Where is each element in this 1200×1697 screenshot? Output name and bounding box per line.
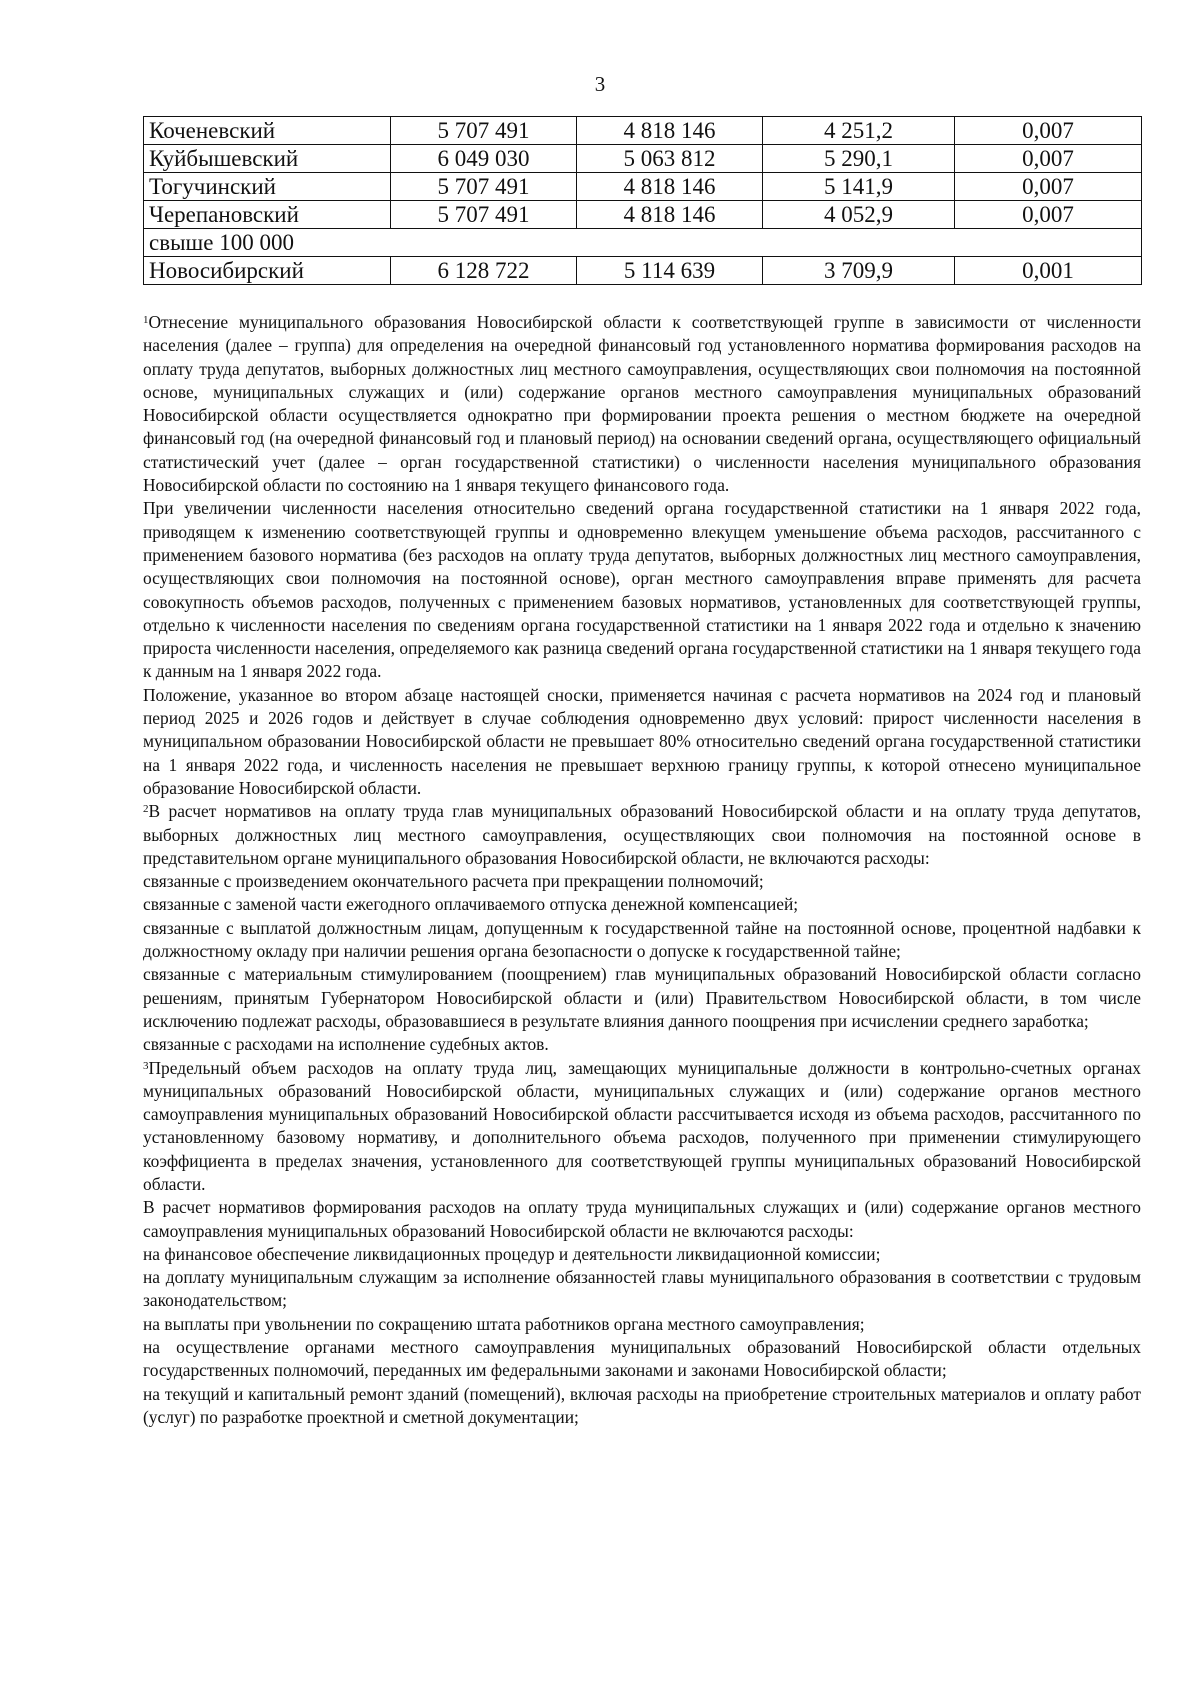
footnote-paragraph xyxy=(143,1313,1141,1336)
footnote-paragraph xyxy=(143,1243,1141,1266)
value-cell: 0,001 xyxy=(955,257,1142,285)
footnote-paragraph xyxy=(143,1196,1141,1243)
footnote-paragraph xyxy=(143,800,1141,870)
value-cell: 3 709,9 xyxy=(763,257,955,285)
footnote-text: В расчет нормативов на оплату труда глав муниципальных образований Новосибирской области и на оплату труда депутатов, выборных должностных лиц местного самоуправления, осуществляющих свои полномочия на постоянной основе в представительном органе муниципального образования Новосибирской области, не включаются расходы: xyxy=(143,801,1141,868)
footnote-text: связанные с материальным стимулированием (поощрением) глав муниципальных образований Новосибирской области согласно решениям, принятым Губернатором Новосибирской области и (или) Правительством Новосибирской области, в том числе исключению подлежат расходы, образовавшиеся в результате влияния данного поощрения при исчислении среднего заработка; xyxy=(143,964,1141,1031)
value-cell: 0,007 xyxy=(955,201,1142,229)
footnote-paragraph xyxy=(143,893,1141,916)
footnote-paragraph xyxy=(143,1383,1141,1430)
value-cell: 4 818 146 xyxy=(577,173,763,201)
page-number: 3 xyxy=(594,72,606,96)
footnote-text: связанные с выплатой должностным лицам, допущенным к государственной тайне на постоянной основе, процентной надбавки к должностному окладу при наличии решения органа безопасности о допуске к государственной тайне; xyxy=(143,917,1141,962)
municipality-name-cell: Куйбышевский xyxy=(144,145,391,173)
footnote-text: на выплаты при увольнении по сокращению штата работников органа местного самоуправления; xyxy=(143,1313,865,1334)
table-row xyxy=(144,117,1142,145)
value-cell: 4 052,9 xyxy=(763,201,955,229)
footnote-text: связанные с расходами на исполнение судебных актов. xyxy=(143,1034,549,1055)
table-row xyxy=(144,173,1142,201)
footnote-text: связанные с заменой части ежегодного оплачиваемого отпуска денежной компенсацией; xyxy=(143,894,799,915)
footnote-text: на текущий и капитальный ремонт зданий (помещений), включая расходы на приобретение строительных материалов и оплату работ (услуг) по разработке проектной и сметной документации; xyxy=(143,1383,1141,1427)
footnote-marker: 2 xyxy=(143,803,149,816)
footnote-paragraph xyxy=(143,497,1141,683)
value-cell: 5 707 491 xyxy=(391,117,577,145)
table-body xyxy=(144,117,1142,285)
value-cell: 6 128 722 xyxy=(391,257,577,285)
table-row xyxy=(144,201,1142,229)
group-label: свыше 100 000 xyxy=(144,229,1142,257)
municipality-name-cell: Черепановский xyxy=(144,201,391,229)
footnote-text: на осуществление органами местного самоуправления муниципальных образований Новосибирской области отдельных государственных полномочий, переданных им федеральными законами и законами Новосибирской области; xyxy=(143,1337,1141,1381)
footnote-text: на доплату муниципальным служащим за исполнение обязанностей главы муниципального образования в соответствии с трудовым законодательством; xyxy=(143,1267,1141,1311)
footnote-text: связанные с произведением окончательного расчета при прекращении полномочий; xyxy=(143,871,764,892)
value-cell: 5 707 491 xyxy=(391,173,577,201)
footnote-paragraph xyxy=(143,684,1141,800)
value-cell: 6 049 030 xyxy=(391,145,577,173)
municipality-name-cell: Новосибирский xyxy=(144,257,391,285)
footnote-paragraph xyxy=(143,963,1141,1033)
group-row xyxy=(144,229,1142,257)
footnote-paragraph xyxy=(143,917,1141,964)
value-cell: 0,007 xyxy=(955,117,1142,145)
municipality-name-cell: Тогучинский xyxy=(144,173,391,201)
value-cell: 5 290,1 xyxy=(763,145,955,173)
footnote-text: В расчет нормативов формирования расходов на оплату труда муниципальных служащих и (или) содержание органов местного самоуправления муниципальных образований Новосибирской области не включаются расходы: xyxy=(143,1197,1141,1241)
value-cell: 4 818 146 xyxy=(577,117,763,145)
municipality-name-cell: Коченевский xyxy=(144,117,391,145)
table-row xyxy=(144,257,1142,285)
value-cell: 5 707 491 xyxy=(391,201,577,229)
value-cell: 0,007 xyxy=(955,145,1142,173)
value-cell: 0,007 xyxy=(955,173,1142,201)
footnote-paragraph xyxy=(143,1266,1141,1313)
footnote-text: Предельный объем расходов на оплату труда лиц, замещающих муниципальные должности в контрольно-счетных органах муниципальных образований Новосибирской области, муниципальных служащих и (или) содержание органов местного самоуправления муниципальных образований Новосибирской области рассчитывается исходя из объема расходов, рассчитанного по установленному базовому нормативу, и дополнительного объема расходов, полученного при применении стимулирующего коэффициента в пределах значения, установленного для соответствующей группы муниципальных образований Новосибирской области. xyxy=(143,1057,1141,1194)
footnote-paragraph xyxy=(143,870,1141,893)
footnote-text: на финансовое обеспечение ликвидационных процедур и деятельности ликвидационной комиссии; xyxy=(143,1243,881,1264)
value-cell: 5 141,9 xyxy=(763,173,955,201)
footnotes xyxy=(143,311,1141,1429)
footnote-text: Отнесение муниципального образования Новосибирской области к соответствующей группе в зависимости от численности населения (далее – группа) для определения на очередной финансовый год установленного норматива формирования расходов на оплату труда депутатов, выборных должностных лиц местного самоуправления, осуществляющих свои полномочия на постоянной основе, муниципальных служащих и (или) содержание органов местного самоуправления муниципальных образований Новосибирской области осуществляется однократно при формировании проекта решения о местном бюджете на очередной финансовый год (на очередной финансовый год и плановый период) на основании сведений органа, осуществляющего официальный статистический учет (далее – орган государственной статистики) о численности населения муниципального образования Новосибирской области по состоянию на 1 января текущего финансового года. xyxy=(143,312,1141,496)
footnote-text: Положение, указанное во втором абзаце настоящей сноски, применяется начиная с расчета нормативов на 2024 год и плановый период 2025 и 2026 годов и действует в случае соблюдения одновременно двух условий: прирост численности населения в муниципальном образовании Новосибирской области не превышает 80% относительно сведений органа государственной статистики на 1 января 2022 года, и численность населения не превышает верхнюю границу группы, к которой отнесено муниципальное образование Новосибирской области. xyxy=(143,684,1141,798)
table-row xyxy=(144,145,1142,173)
value-cell: 4 251,2 xyxy=(763,117,955,145)
value-cell: 5 063 812 xyxy=(577,145,763,173)
footnote-text: При увеличении численности населения относительно сведений органа государственной статистики на 1 января 2022 года, приводящем к изменению соответствующей группы и одновременно влекущем уменьшение объема расходов, рассчитанного с применением базового норматива (без расходов на оплату труда депутатов, выборных должностных лиц местного самоуправления, осуществляющих свои полномочия на постоянной основе), орган местного самоуправления вправе применять для расчета совокупность объемов расходов, полученных с применением базовых нормативов, установленных для соответствующей группы, отдельно к численности населения по сведениям органа государственной статистики на 1 января 2022 года и отдельно к значению прироста численности населения, определяемого как разница сведений органа государственной статистики на 1 января текущего года к данным на 1 января 2022 года. xyxy=(143,498,1141,682)
footnote-marker: 1 xyxy=(143,314,149,326)
value-cell: 5 114 639 xyxy=(577,257,763,285)
footnote-paragraph xyxy=(143,1336,1141,1383)
footnote-marker: 3 xyxy=(143,1059,149,1072)
data-table xyxy=(143,116,1142,285)
footnote-paragraph xyxy=(143,1033,1141,1056)
value-cell: 4 818 146 xyxy=(577,201,763,229)
footnote-paragraph xyxy=(143,1057,1141,1197)
footnote-paragraph xyxy=(143,311,1141,497)
